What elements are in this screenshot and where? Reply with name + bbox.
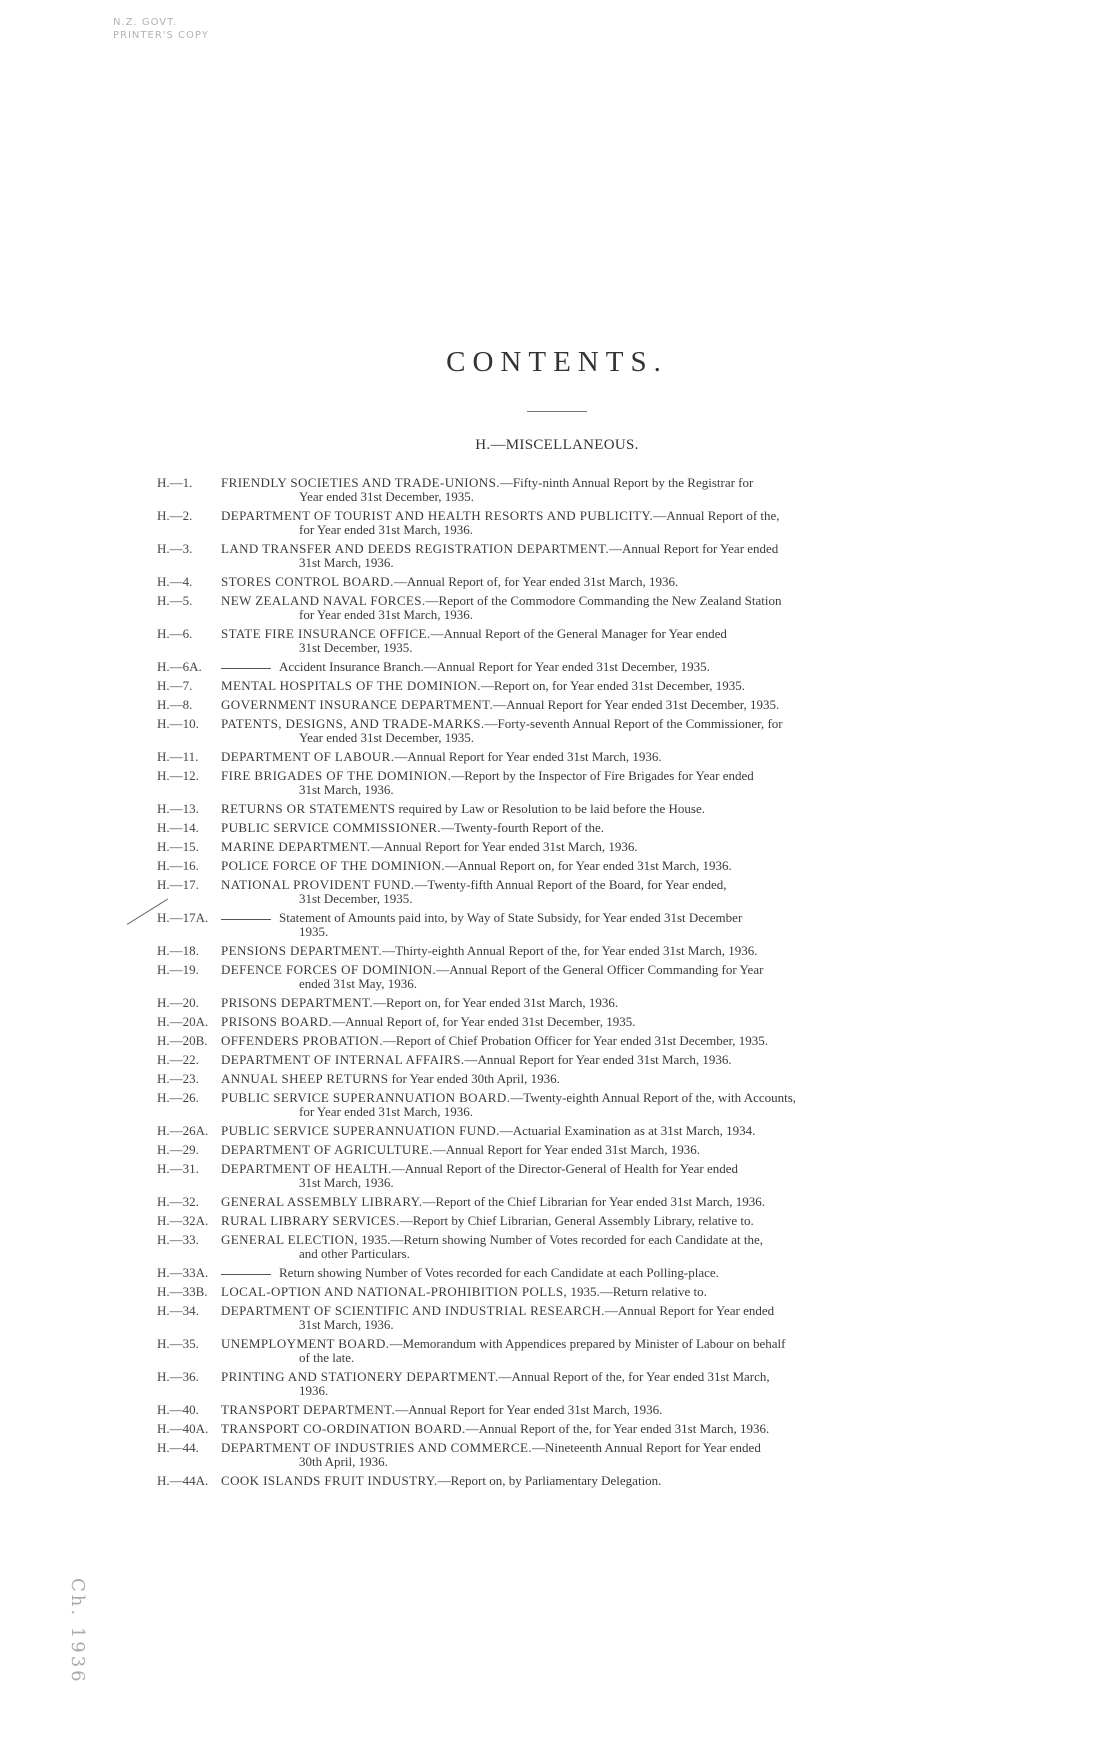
entry-text: —Twenty-fifth Annual Report of the Board, for Year ended, — [414, 877, 727, 892]
entry-heading: ANNUAL SHEEP RETURNS — [221, 1071, 389, 1086]
contents-entry — [157, 859, 952, 873]
entry-text: —Annual Report for Year ended 31st December, 1935. — [493, 697, 780, 712]
entry-text: —Annual Report for Year ended — [608, 541, 779, 556]
entry-body — [221, 859, 952, 873]
entry-code: H.—6A. — [157, 659, 202, 674]
entry-body — [221, 1422, 952, 1436]
contents-entry — [157, 594, 952, 622]
entry-text: —Annual Report of, for Year ended 31st December, 1935. — [332, 1014, 636, 1029]
entry-heading: TRANSPORT CO-ORDINATION BOARD. — [221, 1421, 466, 1436]
entry-code: H.—26A. — [157, 1123, 209, 1138]
stamp-line-1: N.Z. GOVT. — [113, 17, 178, 28]
entry-code: H.—33A. — [157, 1265, 209, 1280]
entry-code: H.—16. — [157, 858, 199, 873]
entry-body — [221, 660, 952, 674]
entry-heading: GENERAL ASSEMBLY LIBRARY. — [221, 1194, 423, 1209]
entry-body — [221, 476, 952, 504]
page-title: CONTENTS. — [446, 346, 668, 378]
contents-entry — [157, 1474, 952, 1488]
entry-heading: COOK ISLANDS FRUIT INDUSTRY. — [221, 1473, 438, 1488]
entry-text: —Report on, by Parliamentary Delegation. — [437, 1473, 662, 1488]
entry-body — [221, 509, 952, 537]
entry-body — [221, 840, 952, 854]
entry-heading: FRIENDLY SOCIETIES AND TRADE-UNIONS. — [221, 475, 500, 490]
stamp-line-2: PRINTER'S COPY — [113, 30, 209, 41]
entry-continuation: 31st March, 1936. — [299, 1175, 394, 1190]
entry-text: —Memorandum with Appendices prepared by Minister of Labour on behalf — [389, 1336, 786, 1351]
entry-body — [221, 698, 952, 712]
entry-text: —Annual Report of the General Officer Commanding for Year — [436, 962, 764, 977]
entry-text: Statement of Amounts paid into, by Way of State Subsidy, for Year ended 31st December — [279, 910, 743, 925]
entry-code: H.—20. — [157, 995, 199, 1010]
entry-code: H.—32A. — [157, 1213, 209, 1228]
margin-note: Ch. 1936 — [67, 1578, 88, 1685]
entry-body — [221, 627, 952, 655]
entry-text: —Annual Report of, for Year ended 31st March, 1936. — [393, 574, 679, 589]
entry-code: H.—34. — [157, 1303, 199, 1318]
entry-continuation: and other Particulars. — [299, 1246, 410, 1261]
entry-code: H.—33B. — [157, 1284, 208, 1299]
entry-heading: DEPARTMENT OF LABOUR. — [221, 749, 395, 764]
entry-text: Return showing Number of Votes recorded for each Candidate at each Polling-place. — [279, 1265, 719, 1280]
entry-text: —Twenty-eighth Annual Report of the, with Accounts, — [510, 1090, 797, 1105]
contents-entry — [157, 476, 952, 504]
entry-text: —Nineteenth Annual Report for Year ended — [531, 1440, 761, 1455]
entry-code: H.—40. — [157, 1402, 199, 1417]
entry-heading: GENERAL ELECTION, — [221, 1232, 359, 1247]
entry-code: H.—14. — [157, 820, 199, 835]
contents-entry — [157, 627, 952, 655]
entry-heading: LAND TRANSFER AND DEEDS REGISTRATION DEPARTMENT. — [221, 541, 609, 556]
contents-entry — [157, 509, 952, 537]
entry-body — [221, 878, 952, 906]
entry-heading: PRINTING AND STATIONERY DEPARTMENT. — [221, 1369, 499, 1384]
contents-entry — [157, 1214, 952, 1228]
entry-code: H.—13. — [157, 801, 199, 816]
entry-code: H.—10. — [157, 716, 199, 731]
contents-entry — [157, 1266, 952, 1280]
entry-body — [221, 1195, 952, 1209]
entry-text: —Annual Report of the, — [653, 508, 780, 523]
entry-body — [221, 1266, 952, 1280]
entry-heading: DEPARTMENT OF SCIENTIFIC AND INDUSTRIAL RESEARCH. — [221, 1303, 605, 1318]
entry-body — [221, 1162, 952, 1190]
entry-text: —Annual Report of the Director-General of Health for Year ended — [391, 1161, 739, 1176]
entry-continuation: 31st March, 1936. — [299, 782, 394, 797]
contents-entry — [157, 698, 952, 712]
entry-code: H.—35. — [157, 1336, 199, 1351]
entry-heading: POLICE FORCE OF THE DOMINION. — [221, 858, 446, 873]
title-rule — [527, 411, 587, 412]
contents-entry — [157, 1143, 952, 1157]
entry-continuation: for Year ended 31st March, 1936. — [299, 607, 474, 622]
entry-code: H.—3. — [157, 541, 193, 556]
entry-heading: GOVERNMENT INSURANCE DEPARTMENT. — [221, 697, 494, 712]
entry-code: H.—33. — [157, 1232, 199, 1247]
entry-text: —Report of the Commodore Commanding the New Zealand Station — [425, 593, 782, 608]
entry-heading: DEFENCE FORCES OF DOMINION. — [221, 962, 437, 977]
entry-body — [221, 996, 952, 1010]
entry-continuation: for Year ended 31st March, 1936. — [299, 1104, 474, 1119]
entry-heading: PUBLIC SERVICE SUPERANNUATION FUND. — [221, 1123, 500, 1138]
entry-continuation: 31st December, 1935. — [299, 891, 413, 906]
entry-body — [221, 821, 952, 835]
entry-body — [221, 1474, 952, 1488]
entry-text: —Annual Report of the, for Year ended 31st March, 1936. — [465, 1421, 770, 1436]
entry-body — [221, 542, 952, 570]
entry-body — [221, 1034, 952, 1048]
contents-entry — [157, 963, 952, 991]
section-heading: H.—MISCELLANEOUS. — [475, 437, 639, 453]
entry-code: H.—12. — [157, 768, 199, 783]
entry-heading: NEW ZEALAND NAVAL FORCES. — [221, 593, 426, 608]
entry-body — [221, 1143, 952, 1157]
entry-code: H.—20A. — [157, 1014, 209, 1029]
entry-body — [221, 911, 952, 939]
entry-text: —Report of the Chief Librarian for Year ended 31st March, 1936. — [422, 1194, 766, 1209]
entry-text: —Annual Report for Year ended 31st March, 1936. — [432, 1142, 700, 1157]
entry-text: —Thirty-eighth Annual Report of the, for Year ended 31st March, 1936. — [382, 943, 758, 958]
contents-entry — [157, 878, 952, 906]
entry-body — [221, 963, 952, 991]
entry-text: —Report by Chief Librarian, General Assembly Library, relative to. — [399, 1213, 754, 1228]
entry-code: H.—20B. — [157, 1033, 208, 1048]
entry-code: H.—36. — [157, 1369, 199, 1384]
entry-code: H.—11. — [157, 749, 199, 764]
entry-heading: DEPARTMENT OF INTERNAL AFFAIRS. — [221, 1052, 465, 1067]
entry-continuation: ended 31st May, 1936. — [299, 976, 417, 991]
entry-code: H.—29. — [157, 1142, 199, 1157]
entry-text: —Annual Report for Year ended — [604, 1303, 775, 1318]
entry-heading: MENTAL HOSPITALS OF THE DOMINION. — [221, 678, 481, 693]
contents-entry — [157, 1072, 952, 1086]
contents-entry — [157, 1195, 952, 1209]
entry-code: H.—26. — [157, 1090, 199, 1105]
entry-body — [221, 769, 952, 797]
entry-heading: RETURNS OR STATEMENTS — [221, 801, 396, 816]
entry-text: —Report of Chief Probation Officer for Year ended 31st December, 1935. — [382, 1033, 769, 1048]
contents-entry — [157, 802, 952, 816]
entry-body — [221, 1214, 952, 1228]
entry-heading: PRISONS DEPARTMENT. — [221, 995, 374, 1010]
entry-text: —Actuarial Examination as at 31st March, 1934. — [499, 1123, 756, 1138]
contents-entry — [157, 1053, 952, 1067]
entry-body — [221, 1124, 952, 1138]
entry-text: —Report by the Inspector of Fire Brigades for Year ended — [451, 768, 754, 783]
entry-heading: DEPARTMENT OF INDUSTRIES AND COMMERCE. — [221, 1440, 532, 1455]
entry-heading: PENSIONS DEPARTMENT. — [221, 943, 383, 958]
entry-heading: FIRE BRIGADES OF THE DOMINION. — [221, 768, 452, 783]
entry-heading: PRISONS BOARD. — [221, 1014, 333, 1029]
contents-entry — [157, 1441, 952, 1469]
contents-entry — [157, 717, 952, 745]
contents-list — [157, 476, 952, 1493]
contents-entry — [157, 1015, 952, 1029]
entry-text: —Annual Report for Year ended 31st March, 1936. — [370, 839, 638, 854]
contents-entry — [157, 575, 952, 589]
entry-code: H.—44. — [157, 1440, 199, 1455]
entry-text: —Annual Report for Year ended 31st March, 1936. — [464, 1052, 732, 1067]
entry-heading: TRANSPORT DEPARTMENT. — [221, 1402, 396, 1417]
contents-entry — [157, 1091, 952, 1119]
entry-continuation: 30th April, 1936. — [299, 1454, 388, 1469]
entry-body — [221, 1233, 952, 1261]
entry-heading: NATIONAL PROVIDENT FUND. — [221, 877, 415, 892]
entry-continuation: Year ended 31st December, 1935. — [299, 730, 475, 745]
entry-text: —Annual Report of the, for Year ended 31st March, — [498, 1369, 770, 1384]
entry-code: H.—15. — [157, 839, 199, 854]
contents-entry — [157, 750, 952, 764]
contents-entry — [157, 911, 952, 939]
entry-continuation: 31st March, 1936. — [299, 555, 394, 570]
entry-code: H.—44A. — [157, 1473, 209, 1488]
entry-text: for Year ended 30th April, 1936. — [388, 1071, 560, 1086]
entry-code: H.—18. — [157, 943, 199, 958]
entry-code: H.—19. — [157, 962, 199, 977]
entry-body — [221, 1441, 952, 1469]
entry-continuation: of the late. — [299, 1350, 355, 1365]
entry-heading: STATE FIRE INSURANCE OFFICE. — [221, 626, 431, 641]
entry-code: H.—5. — [157, 593, 193, 608]
entry-heading: DEPARTMENT OF HEALTH. — [221, 1161, 392, 1176]
printer-stamp — [113, 16, 209, 42]
entry-heading: OFFENDERS PROBATION. — [221, 1033, 383, 1048]
entry-body — [221, 1337, 952, 1365]
entry-code: H.—8. — [157, 697, 193, 712]
ditto-dash — [221, 1274, 271, 1275]
contents-entry — [157, 996, 952, 1010]
entry-body — [221, 1403, 952, 1417]
contents-entry — [157, 1285, 952, 1299]
entry-heading: PUBLIC SERVICE SUPERANNUATION BOARD. — [221, 1090, 511, 1105]
contents-entry — [157, 1124, 952, 1138]
contents-entry — [157, 821, 952, 835]
entry-heading: DEPARTMENT OF TOURIST AND HEALTH RESORTS AND PUBLICITY. — [221, 508, 654, 523]
entry-text: —Annual Report of the General Manager for Year ended — [430, 626, 727, 641]
entry-code: H.—6. — [157, 626, 193, 641]
ditto-dash — [221, 919, 271, 920]
entry-text: —Report on, for Year ended 31st March, 1936. — [373, 995, 619, 1010]
entry-heading: MARINE DEPARTMENT. — [221, 839, 371, 854]
entry-text: —Report on, for Year ended 31st December, 1935. — [480, 678, 746, 693]
entry-text: Accident Insurance Branch.—Annual Report for Year ended 31st December, 1935. — [279, 659, 710, 674]
contents-entry — [157, 1422, 952, 1436]
entry-code: H.—7. — [157, 678, 193, 693]
entry-body — [221, 1053, 952, 1067]
entry-heading: DEPARTMENT OF AGRICULTURE. — [221, 1142, 433, 1157]
entry-heading: PUBLIC SERVICE COMMISSIONER. — [221, 820, 441, 835]
entry-continuation: 1935. — [299, 924, 329, 939]
entry-continuation: 31st December, 1935. — [299, 640, 413, 655]
entry-text: —Fifty-ninth Annual Report by the Registrar for — [499, 475, 754, 490]
entry-text: —Annual Report for Year ended 31st March, 1936. — [394, 749, 662, 764]
entry-heading: RURAL LIBRARY SERVICES. — [221, 1213, 400, 1228]
contents-entry — [157, 944, 952, 958]
contents-entry — [157, 1403, 952, 1417]
entry-text: —Forty-seventh Annual Report of the Commissioner, for — [484, 716, 783, 731]
entry-heading: LOCAL-OPTION AND NATIONAL-PROHIBITION POLLS, — [221, 1284, 568, 1299]
contents-entry — [157, 660, 952, 674]
entry-text: 1935.—Return showing Number of Votes recorded for each Candidate at the, — [358, 1232, 763, 1247]
entry-text: —Twenty-fourth Report of the. — [441, 820, 604, 835]
ditto-dash — [221, 668, 271, 669]
entry-code: H.—31. — [157, 1161, 199, 1176]
entry-body — [221, 944, 952, 958]
entry-continuation: for Year ended 31st March, 1936. — [299, 522, 474, 537]
entry-code: H.—32. — [157, 1194, 199, 1209]
entry-code: H.—17A. — [157, 910, 209, 925]
entry-continuation: 1936. — [299, 1383, 329, 1398]
entry-body — [221, 1072, 952, 1086]
entry-text: 1935.—Return relative to. — [567, 1284, 707, 1299]
entry-text: required by Law or Resolution to be laid before the House. — [395, 801, 705, 816]
contents-entry — [157, 1304, 952, 1332]
entry-body — [221, 750, 952, 764]
entry-code: H.—1. — [157, 475, 193, 490]
entry-code: H.—23. — [157, 1071, 199, 1086]
entry-body — [221, 802, 952, 816]
entry-body — [221, 594, 952, 622]
contents-entry — [157, 1233, 952, 1261]
entry-text: —Annual Report for Year ended 31st March, 1936. — [395, 1402, 663, 1417]
contents-entry — [157, 769, 952, 797]
entry-body — [221, 1285, 952, 1299]
entry-body — [221, 1304, 952, 1332]
entry-code: H.—22. — [157, 1052, 199, 1067]
entry-text: —Annual Report on, for Year ended 31st March, 1936. — [445, 858, 732, 873]
entry-code: H.—2. — [157, 508, 193, 523]
contents-entry — [157, 1370, 952, 1398]
entry-code: H.—4. — [157, 574, 193, 589]
entry-code: H.—17. — [157, 877, 199, 892]
entry-heading: UNEMPLOYMENT BOARD. — [221, 1336, 390, 1351]
contents-entry — [157, 1034, 952, 1048]
entry-continuation: Year ended 31st December, 1935. — [299, 489, 475, 504]
contents-entry — [157, 542, 952, 570]
entry-heading: PATENTS, DESIGNS, AND TRADE-MARKS. — [221, 716, 485, 731]
entry-continuation: 31st March, 1936. — [299, 1317, 394, 1332]
contents-entry — [157, 840, 952, 854]
entry-body — [221, 717, 952, 745]
entry-body — [221, 575, 952, 589]
entry-heading: STORES CONTROL BOARD. — [221, 574, 394, 589]
entry-body — [221, 1370, 952, 1398]
entry-body — [221, 1091, 952, 1119]
contents-entry — [157, 1162, 952, 1190]
contents-entry — [157, 679, 952, 693]
contents-entry — [157, 1337, 952, 1365]
entry-code: H.—40A. — [157, 1421, 209, 1436]
entry-body — [221, 679, 952, 693]
entry-body — [221, 1015, 952, 1029]
